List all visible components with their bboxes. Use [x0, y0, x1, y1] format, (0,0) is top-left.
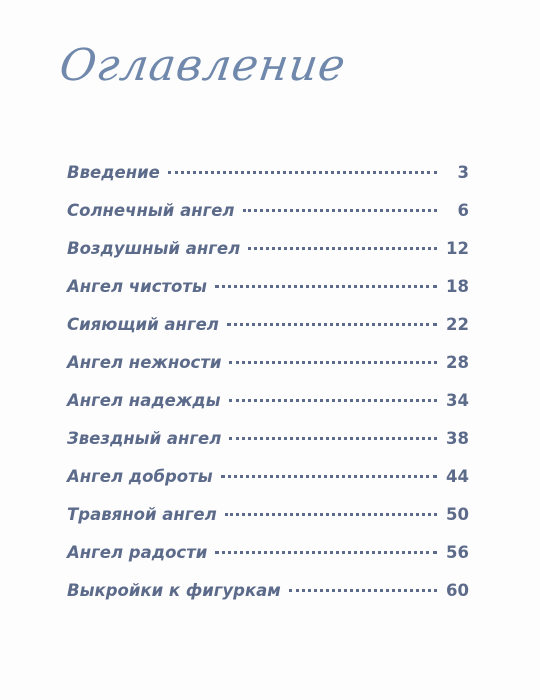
- toc-entry: [67, 201, 469, 239]
- toc-dot-leader: [168, 170, 437, 174]
- toc-entry-page: 56: [446, 543, 469, 562]
- toc-entry-page: 6: [457, 201, 469, 220]
- toc-entry-title: Солнечный ангел: [67, 201, 235, 220]
- toc-entry-page: 44: [446, 467, 469, 486]
- toc-entry: [67, 429, 469, 467]
- toc-entry-title: Ангел надежды: [67, 391, 221, 410]
- toc-dot-leader: [227, 322, 437, 326]
- toc-entry-title: Сияющий ангел: [67, 315, 219, 334]
- toc-entry-title: Звездный ангел: [67, 429, 222, 448]
- toc-entry: [67, 391, 469, 429]
- toc-dot-leader: [289, 588, 437, 592]
- table-of-contents: [67, 163, 469, 619]
- toc-entry-title: Выкройки к фигуркам: [67, 581, 281, 600]
- toc-dot-leader: [221, 474, 437, 478]
- toc-entry-page: 60: [446, 581, 469, 600]
- toc-entry-title: Ангел доброты: [67, 467, 213, 486]
- toc-dot-leader: [229, 398, 437, 402]
- toc-entry-page: 50: [446, 505, 469, 524]
- toc-entry-title: Ангел радости: [67, 543, 208, 562]
- page-title: Оглавление: [56, 40, 350, 91]
- toc-dot-leader: [225, 512, 437, 516]
- toc-entry: [67, 581, 469, 619]
- toc-entry-page: 3: [457, 163, 469, 182]
- toc-entry: [67, 467, 469, 505]
- toc-entry-page: 18: [446, 277, 469, 296]
- toc-entry: [67, 315, 469, 353]
- toc-dot-leader: [248, 246, 437, 250]
- toc-entry: [67, 277, 469, 315]
- toc-entry-title: Травяной ангел: [67, 505, 217, 524]
- toc-dot-leader: [215, 550, 437, 554]
- toc-entry: [67, 543, 469, 581]
- toc-entry-title: Введение: [67, 163, 160, 182]
- toc-entry-page: 38: [446, 429, 469, 448]
- toc-entry-title: Воздушный ангел: [67, 239, 241, 258]
- toc-dot-leader: [229, 436, 437, 440]
- toc-entry-page: 34: [446, 391, 469, 410]
- toc-entry-page: 28: [446, 353, 469, 372]
- toc-entry: [67, 505, 469, 543]
- toc-dot-leader: [243, 208, 437, 212]
- toc-entry-title: Ангел чистоты: [67, 277, 207, 296]
- toc-entry: [67, 239, 469, 277]
- toc-dot-leader: [229, 360, 437, 364]
- toc-entry: [67, 163, 469, 201]
- toc-entry-title: Ангел нежности: [67, 353, 222, 372]
- toc-dot-leader: [215, 284, 437, 288]
- toc-entry-page: 22: [446, 315, 469, 334]
- toc-entry: [67, 353, 469, 391]
- toc-entry-page: 12: [446, 239, 469, 258]
